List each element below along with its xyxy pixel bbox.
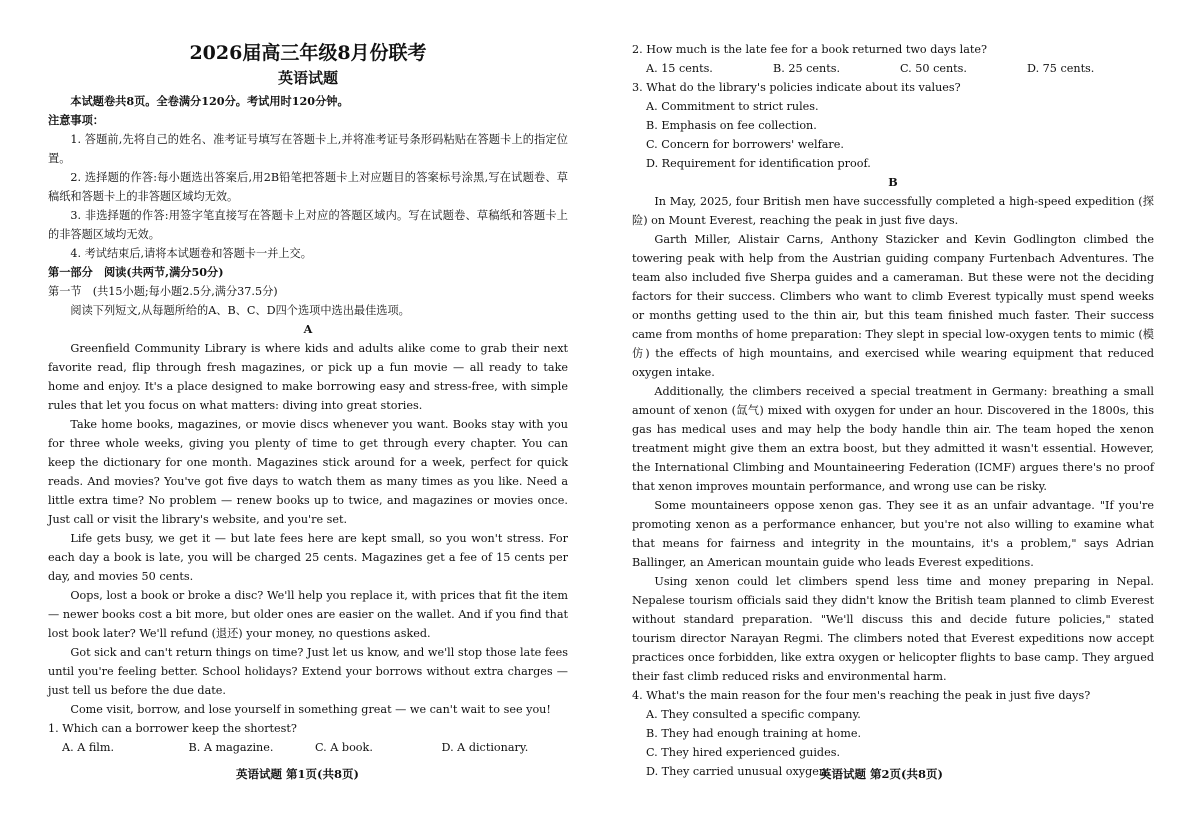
passage-paragraph: Life gets busy, we get it — but late fees here are kept small, so you won't stress. For each day a book is late, you will be charged 25 cents. Magazines get a fee of 15 cents per day, and movies 50 cents. <box>48 532 568 583</box>
option: C. A book. <box>315 741 373 754</box>
passage-letter-a: A <box>303 322 313 336</box>
question-4: 4. What's the main reason for the four men's reaching the peak in just five days? <box>632 689 1091 702</box>
passage-paragraph: Additionally, the climbers received a special treatment in Germany: breathing a small amount of xenon (氙气) mixed with oxygen for under an hour. Discovered in the 1800s, this gas has medical uses and may help the body handle thin air. The team hoped the xenon treatment might give them an extra boost, but they admitted it wasn't essential. However, the International Climbing and Mountaineering Federation (ICMF) argues there's no proof that xenon improves mountain performance, and wrong use can be risky. <box>632 385 1154 493</box>
reading-instruction: 阅读下列短文,从每题所给的A、B、C、D四个选项中选出最佳选项。 <box>70 304 410 317</box>
option: C. 50 cents. <box>900 62 967 75</box>
notice-item: 4. 考试结束后,请将本试题卷和答题卡一并上交。 <box>70 247 312 260</box>
notice-item: 3. 非选择题的作答:用签字笔直接写在答题卡上对应的答题区域内。写在试题卷、草稿纸和答题卡上的非答题区域均无效。 <box>48 209 568 241</box>
passage-paragraph: Using xenon could let climbers spend less time and money preparing in Nepal. Nepalese tourism officials said they didn't know the British team planned to climb Everest without standard preparation. "We'll discuss this and decide future policies," stated tourism director Narayan Regmi. The climbers noted that Everest expeditions now accept practices once forbidden, like extra oxygen or helicopter flights to base camp. They argued their fast climb reduced risks and environmental harm. <box>632 575 1154 683</box>
passage-letter-b: B <box>888 175 898 189</box>
option: A. They consulted a specific company. <box>646 708 861 721</box>
exam-subtitle: 英语试题 <box>277 69 338 87</box>
option: B. They had enough training at home. <box>646 727 862 740</box>
option: A. 15 cents. <box>646 62 713 75</box>
option: D. 75 cents. <box>1027 62 1095 75</box>
option: A. Commitment to strict rules. <box>646 100 819 113</box>
option: B. 25 cents. <box>773 62 841 75</box>
option: D. A dictionary. <box>441 741 529 754</box>
notice-item: 2. 选择题的作答:每小题选出答案后,用2B铅笔把答题卡上对应题目的答案标号涂黑,写在试题卷、草稿纸和答题卡上的非答题区域均无效。 <box>48 171 568 203</box>
option: A. A film. <box>62 741 115 754</box>
option: D. They carried unusual oxygen. <box>646 765 830 778</box>
page-1 <box>48 40 568 757</box>
page-2 <box>632 40 1154 781</box>
passage-paragraph: Some mountaineers oppose xenon gas. They see it as an unfair advantage. "If you're promoting xenon as a performance enhancer, but you're not also willing to examine what that means for fairness and integrity in the mountains, it's a problem," says Adrian Ballinger, an American mountain guide who leads Everest expeditions. <box>632 499 1154 569</box>
option: B. A magazine. <box>188 741 274 754</box>
exam-title: 2026届高三年级8月份联考 <box>189 42 427 64</box>
option: C. Concern for borrowers' welfare. <box>646 138 844 151</box>
question-2-options <box>632 59 1154 78</box>
question-1: 1. Which can a borrower keep the shortest? <box>48 722 297 735</box>
option: B. Emphasis on fee collection. <box>646 119 817 132</box>
notice-heading: 注意事项： <box>48 113 104 127</box>
passage-paragraph: Take home books, magazines, or movie discs whenever you want. Books stay with you for three whole weeks, giving you plenty of time to get through every chapter. You can keep the dictionary for one month. Magazines stick around for a week, perfect for quick reads. And movies? You've got five days to watch them as many times as you like. Need a little extra time? No problem — renew books up to twice, and magazines or movies once. Just call or visit the library's website, and you're set. <box>48 418 568 526</box>
section-heading: 第一节 (共15小题;每小题2.5分,满分37.5分) <box>48 285 278 298</box>
passage-paragraph: In May, 2025, four British men have successfully completed a high-speed expedition (探险) on Mount Everest, reaching the peak in just five days. <box>632 195 1154 227</box>
passage-paragraph: Oops, lost a book or broke a disc? We'll help you replace it, with prices that fit the item — newer books cost a bit more, but older ones are easier on the wallet. And if you find that lost book later? We'll refund (退还) your money, no questions asked. <box>48 589 568 640</box>
passage-paragraph: Garth Miller, Alistair Carns, Anthony Stazicker and Kevin Godlington climbed the towering peak with help from the Austrian guiding company Furtenbach Adventures. The team also included five Sherpa guides and a cameraman. But these were not the deciding factors for their success. Climbers who want to climb Everest typically must spend weeks or months getting used to the thin air, but this team finished much faster. Their success came from months of home preparation: They slept in special low-oxygen tents to mimic (模仿) the effects of high mountains, and exercised while wearing equipment that reduced oxygen intake. <box>632 233 1154 379</box>
exam-intro: 本试题卷共8页。全卷满分120分。考试用时120分钟。 <box>70 94 349 108</box>
page-1-footer: 英语试题 第1页(共8页) <box>236 767 359 781</box>
option: D. Requirement for identification proof. <box>646 157 871 170</box>
part-heading: 第一部分 阅读(共两节,满分50分) <box>48 265 224 279</box>
passage-paragraph: Greenfield Community Library is where kids and adults alike come to grab their next favorite read, flip through fresh magazines, or pick up a fun movie — all ready to take home and enjoy. It's a place designed to make borrowing easy and stress-free, with simple rules that let you focus on what matters: diving into great stories. <box>48 342 568 412</box>
question-1-options <box>48 738 568 757</box>
passage-paragraph: Come visit, borrow, and lose yourself in something great — we can't wait to see you! <box>70 703 551 716</box>
passage-paragraph: Got sick and can't return things on time? Just let us know, and we'll stop those late fees until you're feeling better. School holidays? Extend your borrows without extra charges — just tell us before the due date. <box>48 646 568 697</box>
notice-item: 1. 答题前,先将自己的姓名、准考证号填写在答题卡上,并将准考证号条形码粘贴在答题卡上的指定位置。 <box>48 133 568 165</box>
page-2-footer: 英语试题 第2页(共8页) <box>820 767 943 781</box>
question-2: 2. How much is the late fee for a book returned two days late? <box>632 43 988 56</box>
question-3: 3. What do the library's policies indicate about its values? <box>632 81 961 94</box>
option: C. They hired experienced guides. <box>646 746 840 759</box>
